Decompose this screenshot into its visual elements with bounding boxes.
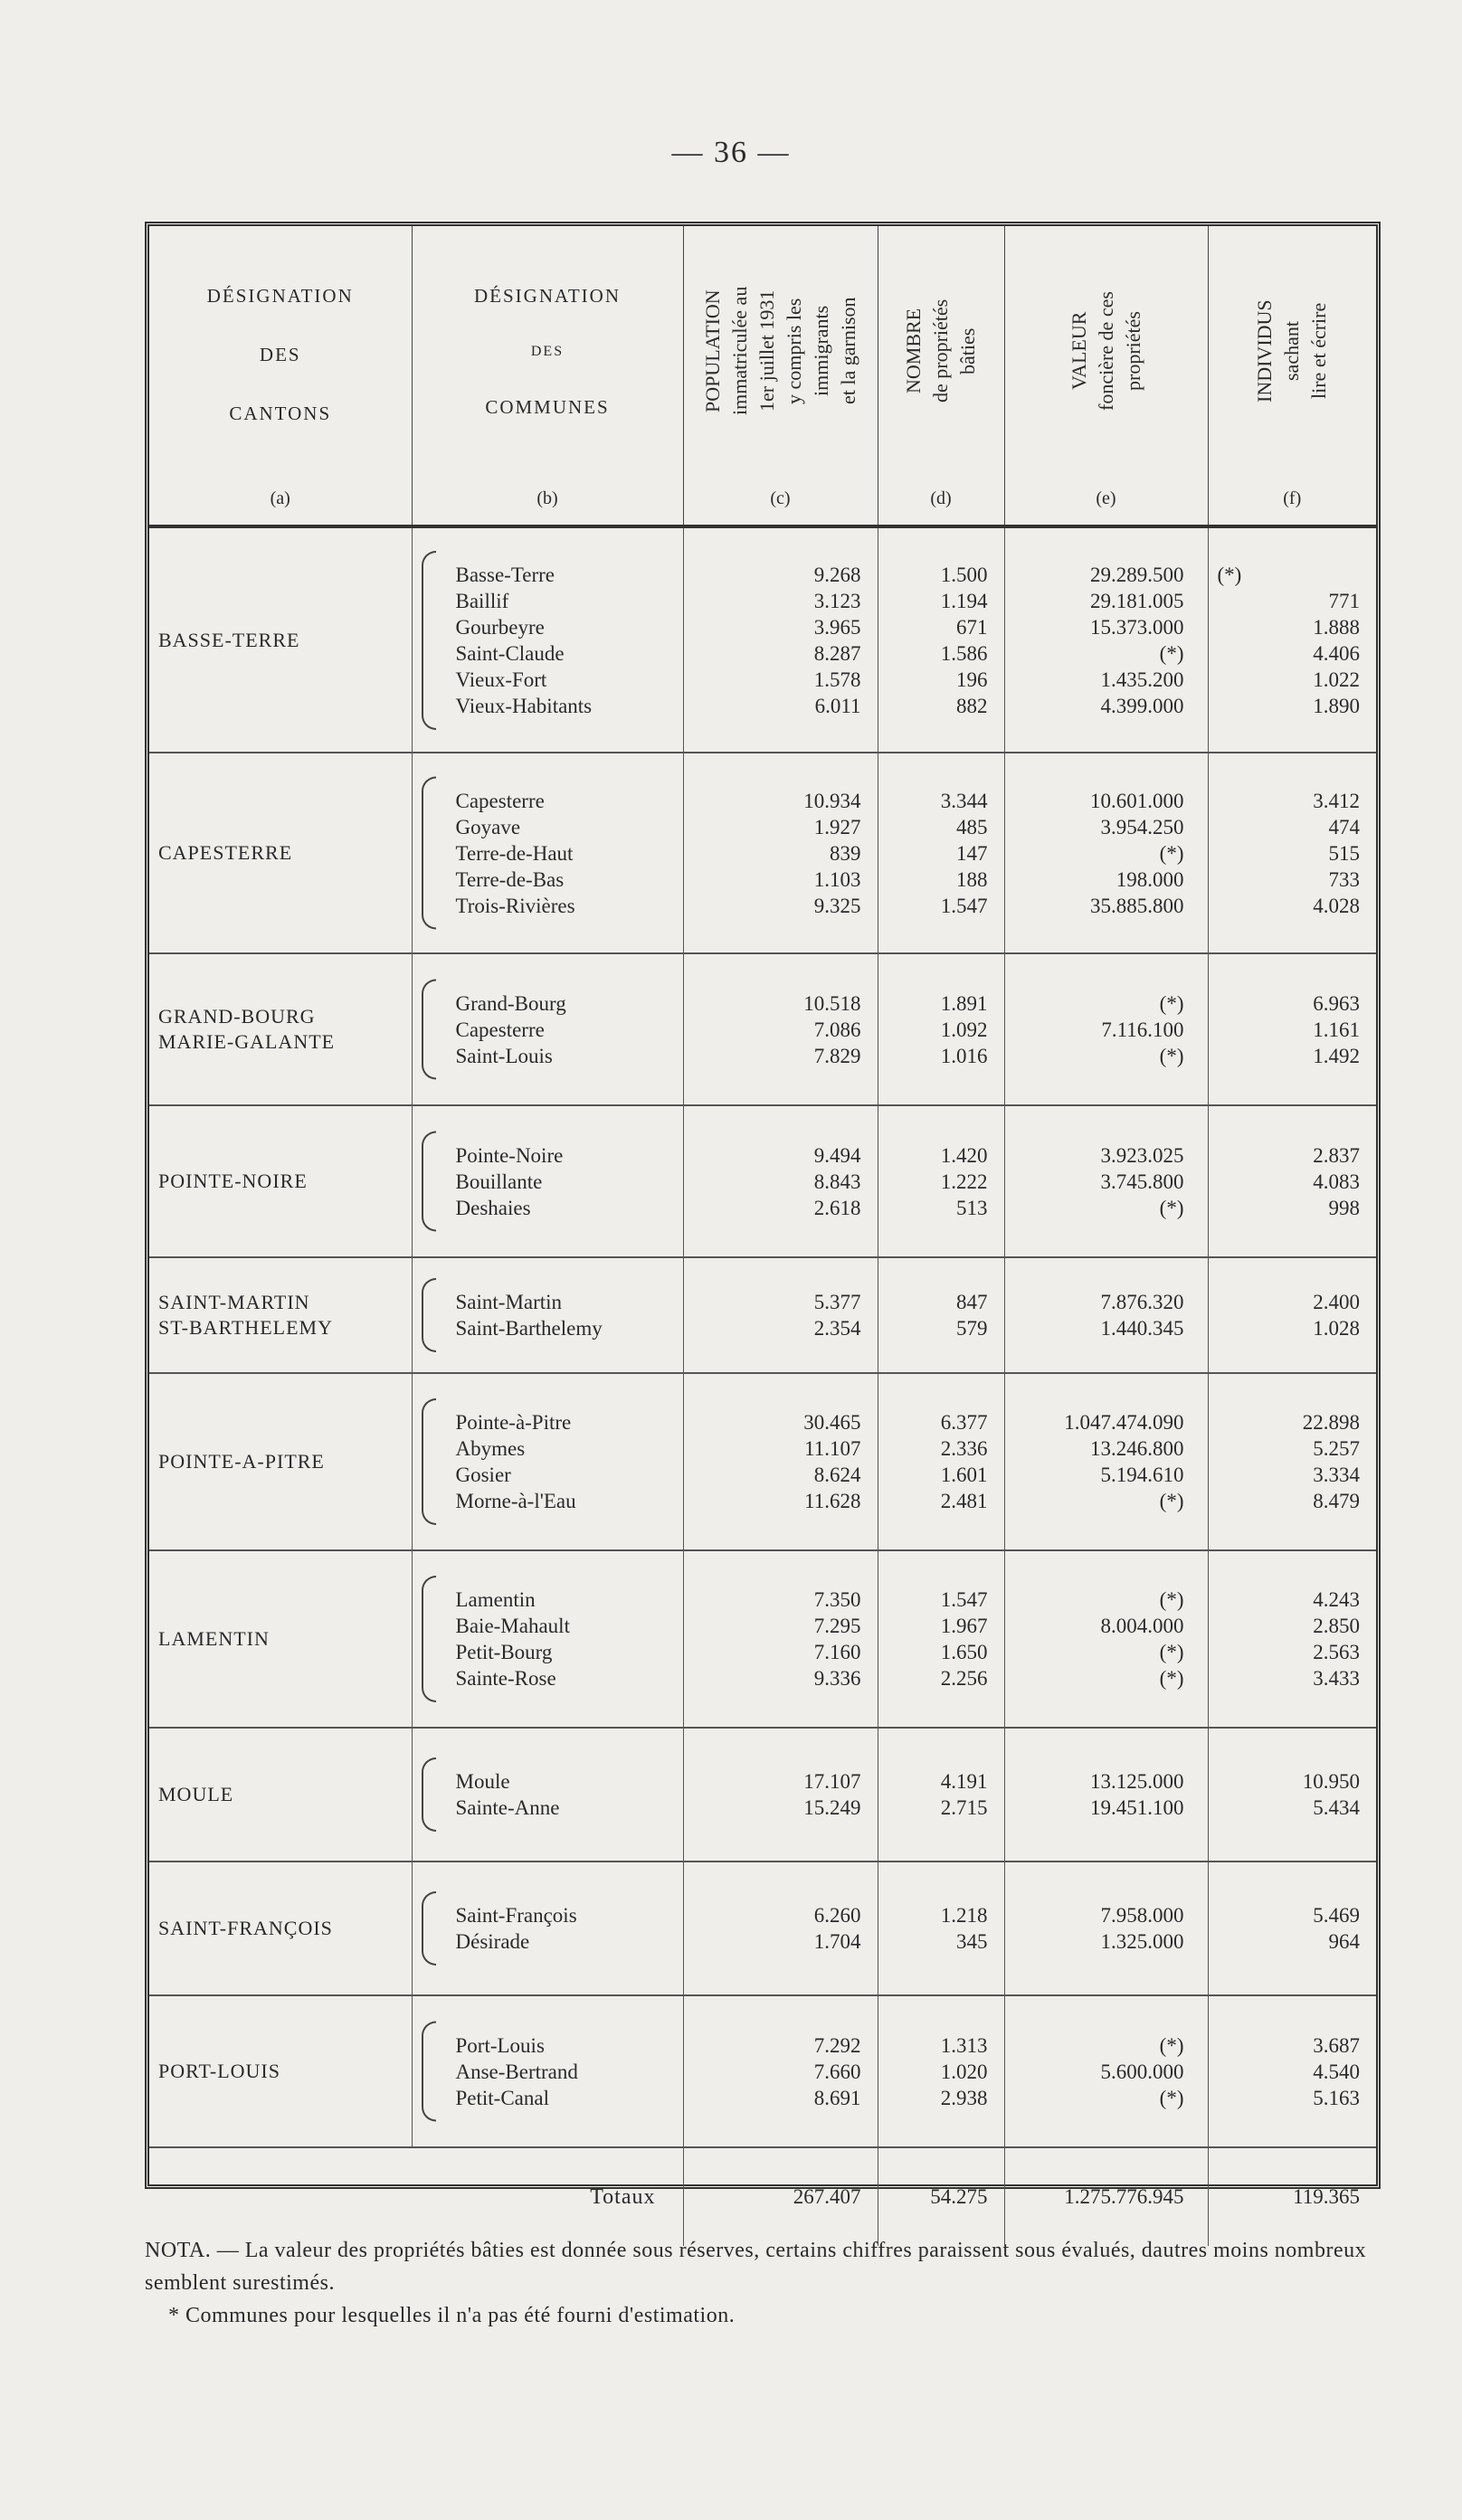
proprietes-value: 2.256	[940, 1667, 988, 1690]
commune-name: Baillif	[455, 589, 509, 612]
canton-group-row	[149, 1550, 1376, 1728]
commune-name: Morne-à-l'Eau	[455, 1490, 576, 1512]
valeur-value: 1.440.345	[1100, 1317, 1184, 1340]
commune-name: Gosier	[455, 1464, 511, 1486]
proprietes-value: 882	[956, 694, 988, 717]
canton-name	[149, 526, 412, 753]
valeur-value-cell	[1004, 1105, 1208, 1257]
canton-name	[149, 1728, 412, 1862]
individus-value: 4.083	[1313, 1170, 1360, 1193]
valeur-value-cell	[1004, 1995, 1208, 2147]
individus-value: 2.563	[1313, 1641, 1360, 1663]
valeur-value-cell	[1004, 1550, 1208, 1728]
population-value: 839	[830, 841, 861, 865]
population-value: 8.287	[813, 641, 861, 665]
proprietes-value: 1.313	[940, 2033, 988, 2057]
population-value-cell	[683, 1257, 878, 1373]
individus-value: 6.963	[1313, 991, 1360, 1015]
individus-value: 22.898	[1302, 1411, 1360, 1434]
commune-name: Terre-de-Bas	[455, 867, 565, 891]
commune-name: Lamentin	[455, 1588, 536, 1611]
commune-name: Vieux-Habitants	[455, 694, 593, 717]
proprietes-value-cell	[878, 1550, 1004, 1728]
population-value-cell	[683, 1995, 878, 2147]
proprietes-value: 513	[956, 1196, 988, 1219]
proprietes-value: 3.344	[940, 789, 988, 812]
valeur-value-cell	[1004, 953, 1208, 1105]
brace-mark	[422, 1891, 436, 1966]
column-key-f: (f)	[1283, 488, 1302, 508]
commune-name: Baie-Mahault	[455, 1615, 570, 1637]
population-value: 7.086	[813, 1018, 861, 1041]
individus-value-cell	[1208, 1105, 1376, 1257]
individus-value: 1.492	[1313, 1044, 1360, 1067]
individus-value-cell	[1208, 526, 1376, 753]
individus-value: 3.334	[1313, 1464, 1360, 1486]
commune-name: Basse-Terre	[455, 563, 555, 586]
proprietes-value: 847	[956, 1291, 988, 1313]
proprietes-value: 1.650	[940, 1641, 988, 1663]
canton-name-line: LAMENTIN	[158, 1627, 270, 1650]
individus-value: 2.850	[1313, 1615, 1360, 1637]
commune-name: Sainte-Anne	[455, 1796, 560, 1819]
valeur-value: (*)	[1159, 1641, 1184, 1663]
proprietes-value: 2.481	[940, 1490, 988, 1512]
population-value: 3.965	[813, 615, 861, 639]
brace-mark	[422, 1398, 436, 1525]
population-value: 7.292	[813, 2033, 861, 2057]
valeur-value: (*)	[1159, 1667, 1184, 1690]
population-value: 3.123	[813, 589, 861, 612]
proprietes-value-cell	[878, 1373, 1004, 1550]
column-key-e: (e)	[1096, 488, 1116, 508]
canton-name-line: MARIE-GALANTE	[158, 1030, 336, 1053]
valeur-value: 8.004.000	[1100, 1615, 1184, 1637]
individus-value: 3.687	[1313, 2033, 1360, 2057]
canton-name	[149, 1995, 412, 2147]
valeur-value: 1.435.200	[1100, 668, 1184, 691]
totals-row	[149, 2147, 1376, 2246]
valeur-value: 15.373.000	[1090, 615, 1184, 639]
valeur-value-cell	[1004, 1373, 1208, 1550]
valeur-value-cell	[1004, 1257, 1208, 1373]
population-value: 7.160	[813, 1641, 861, 1663]
commune-name: Moule	[455, 1770, 510, 1793]
proprietes-value-cell	[878, 1728, 1004, 1862]
proprietes-value-cell	[878, 1995, 1004, 2147]
population-value: 9.494	[813, 1143, 861, 1167]
commune-name: Anse-Bertrand	[455, 2060, 578, 2083]
canton-name-line: ST-BARTHELEMY	[158, 1316, 333, 1339]
valeur-value: (*)	[1159, 641, 1184, 665]
population-value: 8.691	[813, 2086, 861, 2109]
population-value: 1.103	[813, 867, 861, 891]
population-value: 1.927	[813, 815, 861, 838]
valeur-value: (*)	[1159, 1490, 1184, 1512]
individus-value-cell	[1208, 1550, 1376, 1728]
individus-value: 3.412	[1313, 789, 1360, 812]
proprietes-value: 1.420	[940, 1143, 988, 1167]
canton-group-row	[149, 1995, 1376, 2147]
canton-name-line: BASSE-TERRE	[158, 628, 300, 651]
population-value: 5.377	[813, 1291, 861, 1313]
valeur-value: 4.399.000	[1100, 694, 1184, 717]
header-individus: INDIVIDUS sachant lire et écrire (f)	[1208, 226, 1376, 526]
population-value: 6.011	[814, 694, 861, 717]
commune-name: Deshaies	[455, 1196, 531, 1219]
proprietes-value-cell	[878, 1862, 1004, 1995]
proprietes-value: 1.194	[940, 589, 988, 612]
individus-value: 5.257	[1313, 1437, 1360, 1460]
commune-name: Capesterre	[455, 789, 545, 812]
individus-value-cell	[1208, 1862, 1376, 1995]
commune-name: Goyave	[455, 815, 521, 838]
population-value: 11.628	[804, 1490, 861, 1512]
population-value: 11.107	[804, 1437, 861, 1460]
proprietes-value-cell	[878, 1105, 1004, 1257]
proprietes-value: 579	[956, 1317, 988, 1340]
valeur-value: (*)	[1159, 2086, 1184, 2109]
proprietes-value-cell	[878, 953, 1004, 1105]
individus-value: 5.469	[1313, 1904, 1360, 1927]
population-value: 9.325	[813, 894, 861, 917]
proprietes-value: 1.547	[940, 894, 988, 917]
valeur-value: 1.325.000	[1100, 1930, 1184, 1953]
brace-mark	[422, 2022, 436, 2122]
proprietes-value: 1.020	[940, 2060, 988, 2083]
canton-name-line: POINTE-A-PITRE	[158, 1450, 325, 1473]
individus-value: 771	[1328, 589, 1360, 612]
proprietes-value: 671	[956, 615, 988, 639]
total-population: 267.407	[683, 2147, 878, 2246]
canton-name-line: SAINT-FRANÇOIS	[158, 1917, 333, 1939]
column-key-a: (a)	[270, 488, 290, 508]
valeur-value: (*)	[1159, 1044, 1184, 1067]
canton-group-row	[149, 753, 1376, 953]
commune-name: Petit-Bourg	[455, 1641, 553, 1663]
valeur-value-cell	[1004, 753, 1208, 953]
proprietes-value: 1.218	[940, 1904, 988, 1927]
header-cantons: DÉSIGNATION DES CANTONS (a)	[149, 226, 412, 526]
individus-value: 733	[1328, 867, 1360, 891]
canton-name	[149, 1550, 412, 1728]
column-key-c: (c)	[770, 488, 791, 508]
valeur-value: 13.125.000	[1090, 1770, 1184, 1793]
commune-name: Gourbeyre	[455, 615, 545, 639]
canton-name-line: POINTE-NOIRE	[158, 1170, 308, 1192]
canton-group-row	[149, 1257, 1376, 1373]
valeur-value: (*)	[1159, 1196, 1184, 1219]
individus-value: 1.161	[1313, 1018, 1360, 1041]
proprietes-value: 147	[956, 841, 988, 865]
individus-value-cell	[1208, 1257, 1376, 1373]
commune-name: Saint-François	[455, 1904, 577, 1927]
proprietes-value-cell	[878, 526, 1004, 753]
commune-name: Saint-Louis	[455, 1044, 553, 1067]
commune-name: Désirade	[455, 1930, 530, 1953]
commune-list	[412, 953, 683, 1105]
individus-value-cell	[1208, 1728, 1376, 1862]
brace-mark	[422, 1132, 436, 1232]
individus-value: 4.243	[1313, 1588, 1360, 1611]
proprietes-value: 1.547	[940, 1588, 988, 1611]
individus-value: 2.400	[1313, 1291, 1360, 1313]
commune-name: Saint-Martin	[455, 1291, 563, 1313]
asterisk-note: * Communes pour lesquelles il n'a pas été fourni d'estimation.	[168, 2304, 736, 2327]
brace-mark	[422, 980, 436, 1080]
population-value: 15.249	[803, 1796, 861, 1819]
canton-group-row	[149, 526, 1376, 753]
proprietes-value: 1.967	[940, 1615, 988, 1637]
commune-name: Sainte-Rose	[455, 1667, 556, 1690]
commune-name: Pointe-à-Pitre	[455, 1411, 572, 1434]
population-value: 17.107	[803, 1770, 861, 1793]
header-row	[149, 226, 1376, 526]
valeur-value: 7.876.320	[1100, 1291, 1184, 1313]
proprietes-value: 2.715	[940, 1796, 988, 1819]
valeur-value: 1.047.474.090	[1064, 1411, 1184, 1434]
canton-group-row	[149, 1862, 1376, 1995]
individus-value: 3.433	[1313, 1667, 1360, 1690]
valeur-value: (*)	[1159, 1588, 1184, 1611]
valeur-value: 29.181.005	[1090, 589, 1184, 612]
brace-mark	[422, 1757, 436, 1832]
proprietes-value: 345	[956, 1930, 988, 1953]
proprietes-value: 1.016	[940, 1044, 988, 1067]
commune-name: Bouillante	[455, 1170, 543, 1193]
canton-name	[149, 1862, 412, 1995]
population-value-cell	[683, 1550, 878, 1728]
commune-name: Abymes	[455, 1437, 526, 1460]
canton-name	[149, 753, 412, 953]
proprietes-value: 485	[956, 815, 988, 838]
valeur-value: 198.000	[1115, 867, 1184, 891]
population-value-cell	[683, 953, 878, 1105]
brace-mark	[422, 1576, 436, 1702]
page-number: — 36 —	[671, 136, 791, 169]
canton-name-line: GRAND-BOURG	[158, 1005, 316, 1028]
commune-list	[412, 1728, 683, 1862]
population-value-cell	[683, 1728, 878, 1862]
population-value: 2.354	[813, 1317, 861, 1340]
column-key-b: (b)	[536, 488, 558, 508]
commune-list	[412, 1105, 683, 1257]
population-value: 30.465	[803, 1411, 861, 1434]
individus-value: 515	[1328, 841, 1360, 865]
population-value: 10.934	[803, 789, 861, 812]
population-value: 10.518	[803, 991, 861, 1015]
brace-mark	[422, 777, 436, 930]
individus-value: 10.950	[1302, 1770, 1360, 1793]
commune-name: Petit-Canal	[455, 2086, 549, 2109]
commune-name: Saint-Claude	[455, 641, 565, 665]
column-key-d: (d)	[930, 488, 952, 508]
brace-mark	[422, 551, 436, 730]
valeur-value: 5.194.610	[1100, 1464, 1184, 1486]
individus-value: (*)	[1217, 563, 1242, 586]
commune-list	[412, 526, 683, 753]
proprietes-value: 1.092	[940, 1018, 988, 1041]
individus-value: 4.028	[1313, 894, 1360, 917]
commune-name: Pointe-Noire	[455, 1143, 564, 1167]
canton-name	[149, 953, 412, 1105]
statistics-table	[149, 226, 1376, 2246]
brace-mark	[422, 1278, 436, 1352]
proprietes-value: 1.586	[940, 641, 988, 665]
commune-name: Trois-Rivières	[455, 894, 575, 917]
valeur-value-cell	[1004, 526, 1208, 753]
nota-note: NOTA. — La valeur des propriétés bâties est donnée sous réserves, certains chiffres paraissent sous évalués, dautres moins nombreux semblent surestimés.	[145, 2239, 1367, 2295]
valeur-value: 3.923.025	[1100, 1143, 1184, 1167]
header-proprietes: NOMBRE de propriétés bâties (d)	[878, 226, 1004, 526]
statistics-table-frame	[145, 222, 1381, 2209]
proprietes-value: 1.601	[940, 1464, 988, 1486]
population-value: 6.260	[813, 1904, 861, 1927]
population-value: 2.618	[813, 1196, 861, 1219]
commune-name: Vieux-Fort	[455, 668, 547, 691]
valeur-value: 7.958.000	[1100, 1904, 1184, 1927]
proprietes-value: 1.891	[940, 991, 988, 1015]
valeur-value-cell	[1004, 1862, 1208, 1995]
population-value: 9.336	[813, 1667, 861, 1690]
individus-value: 4.540	[1313, 2060, 1360, 2083]
valeur-value: 3.954.250	[1100, 815, 1184, 838]
individus-value: 964	[1328, 1930, 1360, 1953]
population-value-cell	[683, 1862, 878, 1995]
population-value: 8.843	[813, 1170, 861, 1193]
valeur-value: (*)	[1159, 841, 1184, 865]
canton-name	[149, 1105, 412, 1257]
valeur-value: 29.289.500	[1090, 563, 1184, 586]
proprietes-value-cell	[878, 753, 1004, 953]
header-communes: DÉSIGNATION DES COMMUNES (b)	[412, 226, 683, 526]
population-value: 9.268	[813, 563, 861, 586]
canton-name	[149, 1257, 412, 1373]
canton-group-row	[149, 1105, 1376, 1257]
population-value: 7.350	[813, 1588, 861, 1611]
canton-name-line: CAPESTERRE	[158, 841, 293, 864]
individus-value-cell	[1208, 953, 1376, 1105]
canton-name	[149, 1373, 412, 1550]
header-population: POPULATION immatriculée au 1er juillet 1931 y compris les immigrants et la garnison (c)	[683, 226, 878, 526]
individus-value: 474	[1328, 815, 1360, 838]
commune-list	[412, 1862, 683, 1995]
valeur-value: 13.246.800	[1090, 1437, 1184, 1460]
canton-name-line: MOULE	[158, 1783, 234, 1805]
individus-value-cell	[1208, 1995, 1376, 2147]
population-value: 8.624	[813, 1464, 861, 1486]
valeur-value: (*)	[1159, 2033, 1184, 2057]
population-value-cell	[683, 1373, 878, 1550]
proprietes-value: 196	[956, 668, 988, 691]
individus-value-cell	[1208, 1373, 1376, 1550]
valeur-value: (*)	[1159, 991, 1184, 1015]
valeur-value: 7.116.100	[1101, 1018, 1184, 1041]
individus-value: 5.163	[1313, 2086, 1360, 2109]
valeur-value: 5.600.000	[1100, 2060, 1184, 2083]
commune-name: Terre-de-Haut	[455, 841, 574, 865]
population-value: 1.578	[813, 668, 861, 691]
individus-value: 1.028	[1313, 1317, 1360, 1340]
canton-group-row	[149, 1728, 1376, 1862]
individus-value: 1.890	[1313, 694, 1360, 717]
valeur-value: 3.745.800	[1100, 1170, 1184, 1193]
commune-name: Grand-Bourg	[455, 991, 566, 1015]
proprietes-value: 2.336	[940, 1437, 988, 1460]
commune-list	[412, 1257, 683, 1373]
proprietes-value: 1.222	[940, 1170, 988, 1193]
header-valeur: VALEUR foncière de ces propriétés (e)	[1004, 226, 1208, 526]
individus-value: 998	[1328, 1196, 1360, 1219]
total-proprietes: 54.275	[878, 2147, 1004, 2246]
proprietes-value: 6.377	[940, 1411, 988, 1434]
canton-name-line: SAINT-MARTIN	[158, 1291, 310, 1313]
individus-value: 1.022	[1313, 668, 1360, 691]
population-value: 7.829	[813, 1044, 861, 1067]
proprietes-value: 1.500	[940, 563, 988, 586]
individus-value: 1.888	[1313, 615, 1360, 639]
population-value-cell	[683, 753, 878, 953]
canton-group-row	[149, 953, 1376, 1105]
individus-value: 4.406	[1313, 641, 1360, 665]
total-individus: 119.365	[1208, 2147, 1376, 2246]
population-value-cell	[683, 526, 878, 753]
total-valeur: 1.275.776.945	[1004, 2147, 1208, 2246]
canton-group-row	[149, 1373, 1376, 1550]
valeur-value: 10.601.000	[1090, 789, 1184, 812]
valeur-value-cell	[1004, 1728, 1208, 1862]
commune-list	[412, 1995, 683, 2147]
commune-list	[412, 1373, 683, 1550]
population-value-cell	[683, 1105, 878, 1257]
proprietes-value: 2.938	[940, 2086, 988, 2109]
valeur-value: 19.451.100	[1090, 1796, 1184, 1819]
proprietes-value: 4.191	[940, 1770, 988, 1793]
proprietes-value: 188	[956, 867, 988, 891]
commune-name: Capesterre	[455, 1018, 545, 1041]
totals-label: Totaux	[590, 2184, 656, 2209]
population-value: 7.295	[813, 1615, 861, 1637]
population-value: 7.660	[813, 2060, 861, 2083]
commune-name: Port-Louis	[455, 2033, 545, 2057]
footnotes	[145, 2234, 1384, 2332]
canton-name-line: PORT-LOUIS	[158, 2060, 280, 2082]
proprietes-value-cell	[878, 1257, 1004, 1373]
valeur-value: 35.885.800	[1090, 894, 1184, 917]
commune-list	[412, 753, 683, 953]
individus-value-cell	[1208, 753, 1376, 953]
individus-value: 8.479	[1313, 1490, 1360, 1512]
individus-value: 2.837	[1313, 1143, 1360, 1167]
commune-list	[412, 1550, 683, 1728]
population-value: 1.704	[813, 1930, 861, 1953]
commune-name: Saint-Barthelemy	[455, 1317, 603, 1340]
individus-value: 5.434	[1313, 1796, 1360, 1819]
